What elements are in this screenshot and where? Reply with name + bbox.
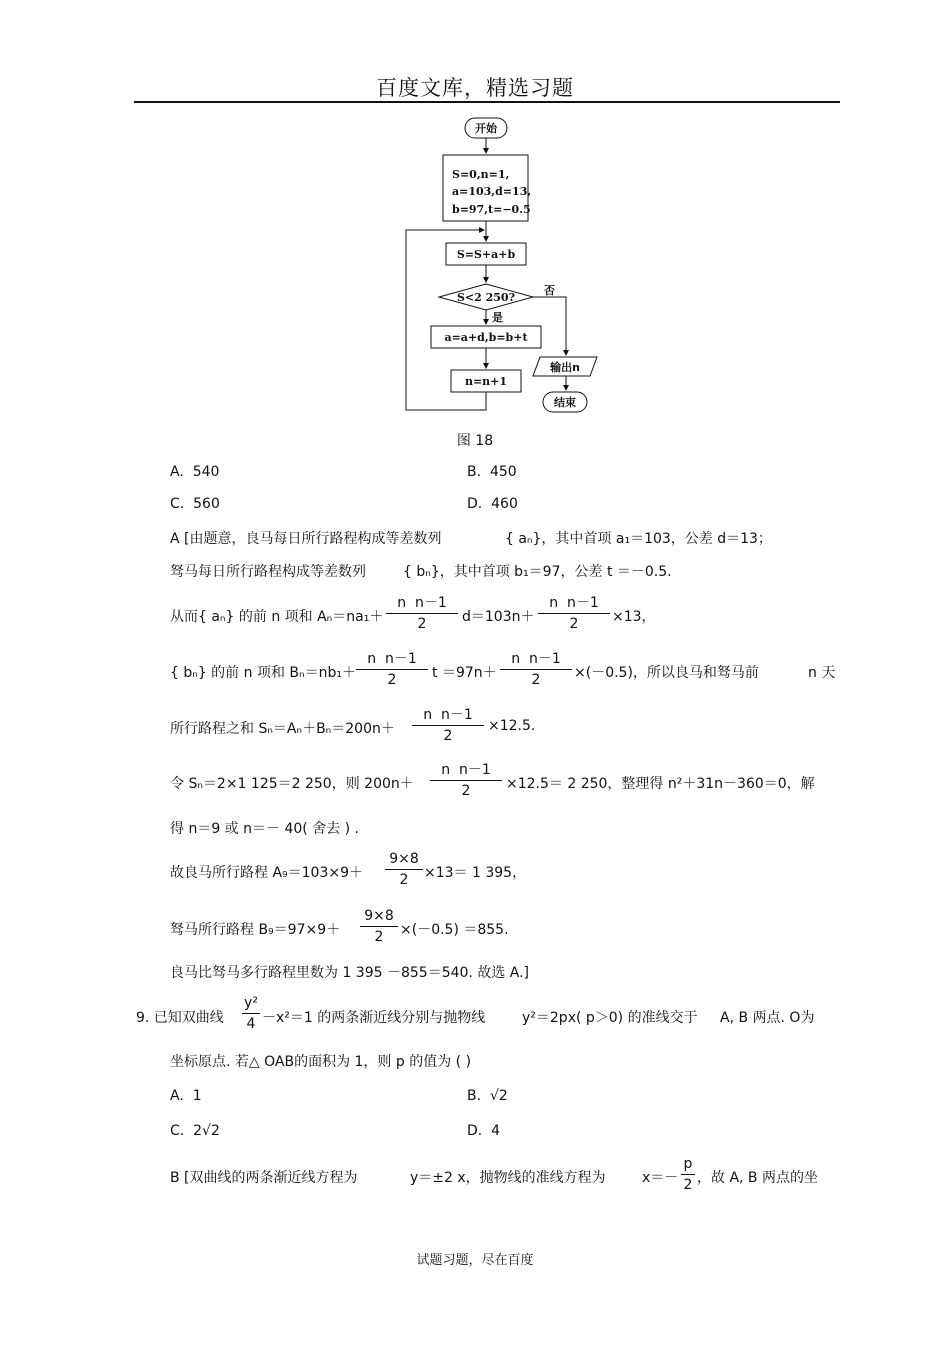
q9-solution-b: y＝±2 x，抛物线的准线方程为 xyxy=(410,1170,606,1186)
solution-line-5a: 所行路程之和 Sₙ＝Aₙ＋Bₙ＝200n＋ xyxy=(170,721,395,737)
fraction: p 2 xyxy=(681,1155,695,1194)
q9-line-2: 坐标原点. 若△ OAB的面积为 1，则 p 的值为 ( ) xyxy=(170,1054,472,1070)
solution-line-5b: ×12.5. xyxy=(488,718,536,734)
solution-line-10: 良马比驽马多行路程里数为 1 395 －855＝540. 故选 A.] xyxy=(170,965,530,981)
init-line-2: a=103,d=13, xyxy=(452,185,532,198)
flowchart xyxy=(0,0,950,430)
fraction: 9×8 2 xyxy=(360,907,398,946)
sum-label: S=S+a+b xyxy=(456,248,516,261)
q9-option-b: B. √2 xyxy=(467,1088,508,1104)
solution-line-4b: t ＝97n＋ xyxy=(432,665,497,681)
solution-line-2a: 驽马每日所行路程构成等差数列 xyxy=(170,564,366,580)
solution-line-9b: ×(－0.5) ＝855. xyxy=(400,922,509,938)
solution-line-3c: ×13， xyxy=(612,609,656,625)
q8-option-c: C. 560 xyxy=(170,496,220,512)
solution-line-4d: n 天 xyxy=(808,665,836,681)
update-label: a=a+d,b=b+t xyxy=(444,331,528,344)
end-label: 结束 xyxy=(554,396,576,409)
init-line-3: b=97,t=−0.5 xyxy=(452,203,531,216)
init-line-1: S=0,n=1, xyxy=(452,168,510,181)
fraction: y² 4 xyxy=(242,994,260,1033)
q9-line-1a: 9. 已知双曲线 xyxy=(136,1010,224,1026)
q9-line-1c: y²＝2px( p＞0) 的准线交于 xyxy=(522,1010,698,1026)
figure-caption: 图 18 xyxy=(456,433,494,449)
solution-line-6a: 令 Sₙ＝2×1 125＝2 250，则 200n＋ xyxy=(170,776,414,792)
q8-option-d: D. 460 xyxy=(467,496,518,512)
fraction: 9×8 2 xyxy=(385,850,423,889)
page-header-title: 百度文库，精选习题 xyxy=(376,76,574,100)
q9-solution-a: B [双曲线的两条渐近线方程为 xyxy=(170,1170,358,1186)
solution-line-3a: 从而{ aₙ} 的前 n 项和 Aₙ＝na₁＋ xyxy=(170,609,384,625)
fraction: n n－1 2 xyxy=(412,706,484,745)
solution-line-4c: ×(－0.5)，所以良马和驽马前 xyxy=(574,665,759,681)
fraction: n n－1 2 xyxy=(430,761,502,800)
solution-line-7: 得 n＝9 或 n＝－ 40( 舍去 ) . xyxy=(170,821,359,837)
no-label: 否 xyxy=(544,284,555,297)
q8-option-a: A. 540 xyxy=(170,464,220,480)
output-label: 输出n xyxy=(550,361,580,374)
page-footer: 试题习题，尽在百度 xyxy=(416,1253,534,1268)
solution-line-8b: ×13＝ 1 395， xyxy=(424,865,527,881)
fraction: n n－1 2 xyxy=(356,650,428,689)
q8-option-b: B. 450 xyxy=(467,464,517,480)
solution-line-9a: 驽马所行路程 B₉＝97×9＋ xyxy=(170,922,341,938)
increment-label: n=n+1 xyxy=(464,375,508,388)
q9-line-1d: A, B 两点. O为 xyxy=(720,1010,815,1026)
solution-line-8a: 故良马所行路程 A₉＝103×9＋ xyxy=(170,865,363,881)
q9-option-a: A. 1 xyxy=(170,1088,202,1104)
q9-line-1b: －x²＝1 的两条渐近线分别与抛物线 xyxy=(262,1010,486,1026)
start-label: 开始 xyxy=(475,122,497,135)
fraction: n n－1 2 xyxy=(538,594,610,633)
yes-label: 是 xyxy=(492,311,503,324)
solution-line-4a: { bₙ} 的前 n 项和 Bₙ＝nb₁＋ xyxy=(170,665,356,681)
decision-label: S<2 250? xyxy=(456,291,516,304)
solution-line-1a: A [由题意，良马每日所行路程构成等差数列 xyxy=(170,531,442,547)
q9-solution-c: x＝－ xyxy=(642,1170,679,1186)
solution-line-2b: { bₙ}，其中首项 b₁＝97，公差 t ＝－0.5. xyxy=(403,564,672,580)
fraction: n n－1 2 xyxy=(386,594,458,633)
q9-option-d: D. 4 xyxy=(467,1123,501,1139)
solution-line-6b: ×12.5＝ 2 250，整理得 n²＋31n－360＝0，解 xyxy=(506,776,815,792)
solution-line-3b: d＝103n＋ xyxy=(462,609,535,625)
solution-line-1b: { aₙ}，其中首项 a₁＝103，公差 d＝13； xyxy=(505,531,772,547)
q9-option-c: C. 2√2 xyxy=(170,1123,220,1139)
fraction: n n－1 2 xyxy=(500,650,572,689)
q9-solution-d: ，故 A, B 两点的坐 xyxy=(697,1170,818,1186)
